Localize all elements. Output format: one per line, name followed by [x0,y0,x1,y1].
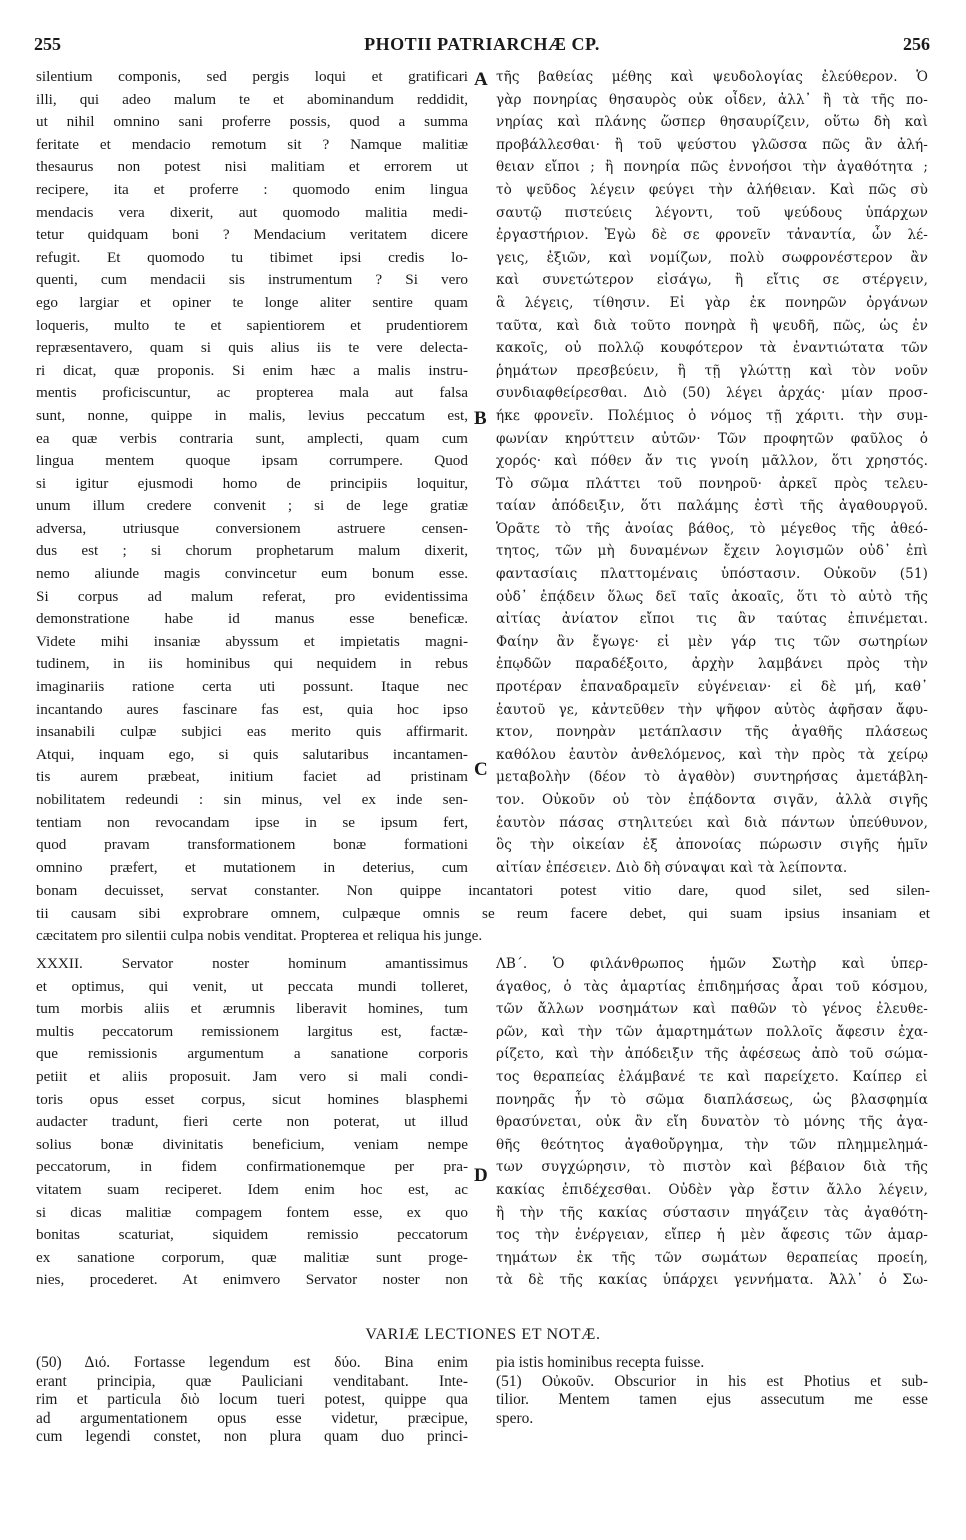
greek-text-line: ρῶν, καὶ τὴν τῶν ἁμαρτημάτων πολλοῖς ἄφεσιν ἐχα- [496,1023,928,1040]
greek-text-line: σαυτῷ πιστεύεις λέγοντι, τοῦ ψεύδους ὑπάρχων [496,204,928,221]
greek-text-line: φαντασίαις πλαττομέναις ὑπόστασιν. Οὐκοῦν (51) [496,566,928,583]
greek-text-line: νηρίας καὶ πλάνης ὥσπερ θησαυρίζειν, οὕτω δὴ καὶ [496,114,928,131]
latin-text-line: ut nihil omnino sani proferre possis, quod a summa [36,113,468,131]
latin-text-line: tis aurem præbeat, initium faciet ad pristinam [36,768,468,786]
latin-text-line: feritate et mendacio remotum sit ? Namque malitiæ [36,135,468,153]
note-text-line: tilior. Mentem tamen ejus assecutum me esse [496,1391,928,1409]
latin-text-line: et optimus, qui venit, ut peccata mundi tolleret, [36,977,468,995]
greek-text-line: καθόλου ἑαυτὸν ἀνθελόμενος, καὶ τὴν πρὸς τὰ χείρῳ [496,746,928,763]
latin-text-line: refugit. Et quomodo tu tibimet ipsi credis lo- [36,248,468,266]
greek-text-line: θειαν εἴποι ; ἢ πονηρία πῶς ἐννοήσοι τὴν ἀγαθότητα ; [496,159,928,176]
notes-title: VARIÆ LECTIONES ET NOTÆ. [365,1326,601,1343]
latin-text-line: sunt, nonne, quippe in malis, levius peccatum est, [36,406,468,424]
latin-text-line: omnino præfert, et mutationem in deterius, cum [36,858,468,876]
latin-text-line: nies, procederet. At enimvero Servator noster non [36,1271,468,1289]
latin-text-line: si dicas malitiæ compagem fontem esse, ex quo [36,1203,468,1221]
note-text-line: cum legendi constet, non plura quam duo princi- [36,1428,468,1446]
latin-text-line: repræsentavero, quam si quis alius iis te vere delecta- [36,339,468,357]
greek-text-line: γεις, ἐξιῶν, καὶ νομίζων, πολὺ σωφρονέστερον ἂν [496,249,928,266]
greek-text-line: γὰρ πονηρίας θησαυρὸς οὐκ οἶδεν, ἀλλ᾽ ἢ τὰ τῆς πο- [496,91,928,108]
greek-text-line: τος θεραπείας ἐλάμβανέ τε καὶ παρείχετο. Καίπερ εἰ [496,1068,928,1085]
greek-text-line: ῥημάτων πρεσβεύειν, ἢ τῇ γλώττῃ καὶ τὸν νοῦν [496,362,928,379]
greek-text-line: ταῦτα, καὶ διὰ τοῦτο πονηρὰ ἢ ψευδῆ, πῶς, ὡς ἐν [496,317,928,334]
latin-text-line: incantando aures fascinare fas est, quia hoc ipso [36,700,468,718]
latin-text-line: tentiam non revocandam ipse in se ipsum fert, [36,813,468,831]
greek-text-line: τημάτων ἐκ τῆς τῶν σωμάτων θεραπείας προείη, [496,1249,928,1266]
note-text-line: (50) Διό. Fortasse legendum est δύο. Bina enim [36,1354,468,1371]
latin-text-line: nemo aliunde magis convincetur eum bonum esse. [36,565,468,583]
margin-marker-b: B [474,408,487,429]
right-page-number: 256 [903,34,930,54]
greek-text-line: κακοῖς, οὐ πολλῷ κουφότερον τὰ ἐναντιώτατα τῶν [496,340,928,357]
greek-text-line: ἃ λέγεις, τίθησιν. Εἰ γὰρ ἐκ πονηρῶν ὀργάνων [496,294,928,311]
greek-text-line: τῶν ἄλλων νοσημάτων καὶ παθῶν τὸ γένος ἐλευθε- [496,1001,928,1018]
latin-text-line: illi, qui adeo malum te et abominandum reddidit, [36,90,468,108]
greek-text-line: ἑαυτὸν πάσας στηλιτεύει καὶ διὰ πάντων ὑπεύθυνον, [496,814,928,831]
latin-text-line: vitatem suam reciperet. Idem enim hoc est, ac [36,1180,468,1198]
greek-text-line: των συγχώρησιν, τὸ πιστὸν καὶ βέβαιον διὰ τῆς [496,1159,928,1176]
full-width-text-line: bonam decuisset, servat constanter. Non quippe incantatori potest vitio dare, quod silet, sed silen- [36,882,930,899]
latin-text-line: si igitur ejusmodi homo de principiis loquitur, [36,474,468,492]
latin-column-section-1 [36,66,468,879]
greek-text-line: τὸ ψεῦδος λέγειν φεύγει τὴν ἀλήθειαν. Καὶ πῶς σὺ [496,181,928,198]
note-text-line: ad argumentationem opus esse videtur, præcipue, [36,1409,468,1427]
full-width-text-line: tii causam sibi exprobrare omnem, culpæque omnis se reum facere debet, qui suam ipsius insaniam et [36,904,930,922]
latin-text-line: ea quæ verbis contraria sunt, amplecti, quam cum [36,429,468,447]
latin-text-line: nobilitatem redeundi : sin minus, vel ex inde sen- [36,791,468,808]
greek-text-line: τὰ δὲ τῆς κακίας ὑπάρχει γεννήματα. Ἀλλ᾽ ὁ Σω- [496,1272,928,1289]
latin-text-line: tetur quidquam boni ? Mendacium veritatem dicere [36,226,468,244]
latin-text-line: dus est ; si chorum prophetarum malum dixerit, [36,542,468,560]
latin-text-line: silentium componis, sed pergis loqui et gratificari [36,68,468,85]
greek-text-line: θῆς θεότητος ἀγαθοὔργημα, τὴν τῶν πλημμελημά- [496,1136,928,1153]
latin-column-section-2 [36,953,468,1292]
greek-text-line: καὶ συνετώτερον εἰσάγω, ἢ εἴτις σε στέργειν, [496,272,928,289]
latin-text-line: quenti, cum mendacii sis instrumentum ? Si vero [36,271,468,289]
full-width-text-line: cæcitatem pro silentii culpa nobis venditat. Propterea et reliqua his junge. [36,927,483,945]
greek-column-section-1 [496,66,928,879]
greek-text-line: προβάλλεσθαι· ἢ τοῦ ψεύστου γλῶσσα πῶς ἂν ἀλή- [496,136,928,153]
greek-text-line: τος τὴν ἐνέργειαν, εἴπερ ἡ μὲν ἄφεσις τῶν ἁμαρ- [496,1227,928,1244]
notes-left-column [36,1354,468,1447]
note-text-line: spero. [496,1409,534,1427]
greek-text-line: αἰτίαν ἐπέσειεν. Διὸ δὴ σύναψαι καὶ τὰ λείποντα. [496,859,848,876]
latin-text-line: XXXII. Servator noster hominum amantissimus [36,955,468,972]
latin-text-line: Si corpus ad malum referat, pro evidentissima [36,587,468,605]
greek-text-line: κτον, πονηρὰν μετάπλασιν τῆς ἀγαθῆς πλάσεως [496,724,928,741]
latin-text-line: peccatorum, in fidem confirmationemque per pra- [36,1158,468,1176]
greek-text-line: τητος, τῶν μὴ δυναμένων ἔχειν λογισμῶν οὐδ᾽ ἐπὶ [496,543,928,560]
greek-text-line: ὃς τὴν οἰκείαν ἐξ ἀπονοίας πώρωσιν σιγῆς ἡμῖν [496,837,928,854]
full-width-paragraph [36,880,930,948]
greek-text-line: Φαίην ἂν ἔγωγε· εἰ μὲν γάρ τις τῶν σωτηρίων [496,633,928,650]
greek-text-line: τον. Οὐκοῦν οὐ τὸν ἐπᾴδοντα σιγᾶν, ἀλλὰ σιγῆς [496,792,928,808]
notes-right-column [496,1354,928,1428]
greek-text-line: ήκε φρονεῖν. Πολέμιος ὁ νόμος τῇ χάριτι. τὴν συμ- [496,407,928,424]
greek-text-line: θρασύνεται, οὐκ ἂν εἴη δυνατὸν τὸ μόνης τῆς ἀγα- [496,1114,928,1131]
running-title: PHOTII PATRIARCHÆ CP. [364,34,600,54]
latin-text-line: thesaurus non potest nisi malitiam et errorem ut [36,158,468,176]
greek-text-line: κακίας ἐπιδέχεσθαι. Οὐδὲν γὰρ ἔστιν ἄλλο λέγειν, [496,1181,928,1198]
greek-text-line: Τὸ σῶμα πλάττει τοῦ πονηροῦ· ἀρκεῖ πρὸς τελευ- [496,475,928,492]
margin-marker-d: D [474,1165,488,1186]
latin-text-line: unum illum credere convenit ; si de lege gratiæ [36,497,468,515]
latin-text-line: Atqui, inquam ego, si quis salutaribus incantamen- [36,745,468,763]
greek-text-line: αἰτίας ἀνίατον εἴποι τις ἂν ταύτας ἐπινέμεται. [496,611,928,628]
latin-text-line: imaginariis ratione certa uti possunt. Itaque nec [36,678,468,696]
greek-text-line: ἢ τὴν τῆς κακίας σύστασιν πηγάζειν τὰς ἀγαθότη- [496,1204,928,1221]
greek-text-line: ΛΒ΄. Ὁ φιλάνθρωπος ἡμῶν Σωτὴρ καὶ ὑπερ- [496,956,928,972]
greek-text-line: χορός· καὶ πόθεν ἄν τις γνοίη μᾶλλον, ὅτι χρηστός. [496,453,928,470]
greek-text-line: μεταβολὴν (δέον τὸ ἀγαθὸν) συντηρήσας ἀμετάβλη- [496,769,928,786]
note-text-line: (51) Οὐκοῦν. Obscurior in his est Photius et sub- [496,1372,928,1390]
greek-text-line: συνδιαφθείρεσθαι. Διὸ (50) λέγει ἀρχάς· μίαν προσ- [496,385,928,402]
greek-text-line: οὐδ᾽ ἐπᾴδειν ὅλως δεῖ ταῖς ἀκοαῖς, ὅτι τὸ αὐτὸ τῆς [496,588,928,605]
margin-marker-a: A [474,69,488,90]
page-header [34,34,930,60]
latin-text-line: insanabili culpæ subjici eas merito quis affirmarit. [36,723,468,741]
latin-text-line: que remissionis argumentum a sanatione corporis [36,1045,468,1063]
latin-text-line: demonstratione habe id manus esse beneficæ. [36,610,468,628]
greek-text-line: τῆς βαθείας μέθης καὶ ψευδολογίας ἐλεύθερον. Ὁ [496,69,928,85]
greek-text-line: Ὁρᾶτε τὸ τῆς ἀνοίας βάθος, τὸ μέγεθος τῆς ἀθεό- [496,520,928,537]
latin-text-line: loqueris, multo te et sapientiorem et prudentiorem [36,316,468,334]
latin-text-line: solius bonæ divinitatis beneficium, veniam nempe [36,1135,468,1153]
latin-text-line: ego largiar et opiner te longe aliter sentire quam [36,293,468,311]
latin-text-line: adversa, utriusque conversionem astruere censen- [36,519,468,537]
greek-text-line: ἐπῳδῶν παραδέξοιτο, ἀρχὴν λαμβάνει πρὸς τὴν [496,656,928,673]
latin-text-line: lingua mentem quoque ipsam corrumpere. Quod [36,452,468,470]
latin-text-line: recipere, ita et proferre : quomodo enim lingua [36,180,468,198]
latin-text-line: bonitas scaturiat, siquidem remissio peccatorum [36,1226,468,1244]
greek-text-line: ρίζετο, καὶ τὴν ἀπόδειξιν τῆς ἀφέσεως ἀπὸ τοῦ σώμα- [496,1046,928,1063]
latin-text-line: ex sanatione corporum, quæ malitiæ sunt proge- [36,1248,468,1266]
latin-text-line: tum morbis aliis et ærumnis liberavit homines, tum [36,1000,468,1018]
latin-text-line: multis peccatorum remissionem largitus est, factæ- [36,1022,468,1040]
latin-text-line: quod pravam transformationem bonæ formationi [36,836,468,854]
latin-text-line: mentis proficiscuntur, ac propterea mala aut falsa [36,384,468,402]
latin-text-line: audacter tradunt, fieri certe non poterat, ut illud [36,1113,468,1131]
latin-text-line: ri dicat, quæ proponis. Si enim hæc a malis instru- [36,361,468,379]
margin-marker-c: C [474,759,488,780]
latin-text-line: Videte mihi insaniæ abyssum et impietatis magni- [36,632,468,650]
latin-text-line: mendacis vera dixerit, aut quomodo malitia medi- [36,203,468,221]
greek-text-line: άγαθος, ὁ τὰς ἁμαρτίας ἐπιδημήσας ἆραι τοῦ κόσμου, [496,978,928,995]
latin-text-line: petiit et aliis proposuit. Jam vero si mali condi- [36,1067,468,1085]
greek-text-line: ἑαυτοῦ γε, κἀντεῦθεν τὴν ψῆφον αὐτὸς ἀφῆσαν ἄφυ- [496,701,928,718]
greek-text-line: φωνίαν κηρύττειν αὐτῶν· Τῶν προφητῶν φαῦλος ὁ [496,430,928,447]
latin-text-line: tudinem, in iis hominibus qui nequidem in rebus [36,655,468,673]
latin-text-line: toris opus esset corpus, sicut homines blasphemi [36,1090,468,1108]
note-text-line: erant principia, quæ Pauliciani venditabant. Inte- [36,1372,468,1390]
greek-text-line: πονηρᾶς ἦν τὸ σῶμα διαπλάσεως, ὡς βλασφημία [496,1091,928,1108]
greek-text-line: ταίαν ἀπόδειξιν, ὅτι παλάμης ἐστὶ τῆς ἀγαθουργοῦ. [496,498,928,515]
greek-text-line: προτέραν ἐπαναδραμεῖν εὐγένειαν· εἰ δὲ μή, καθ᾽ [496,679,928,696]
greek-text-line: ἐργαστήριον. Ἐγὼ δὲ σε φρονεῖν τἀναντία, ὧν λέ- [496,227,928,244]
note-text-line: pia istis hominibus recepta fuisse. [496,1354,705,1371]
greek-column-section-2 [496,953,928,1292]
note-text-line: rim et particula διὸ locum tueri potest, quippe qua [36,1391,468,1409]
left-page-number: 255 [34,34,61,54]
